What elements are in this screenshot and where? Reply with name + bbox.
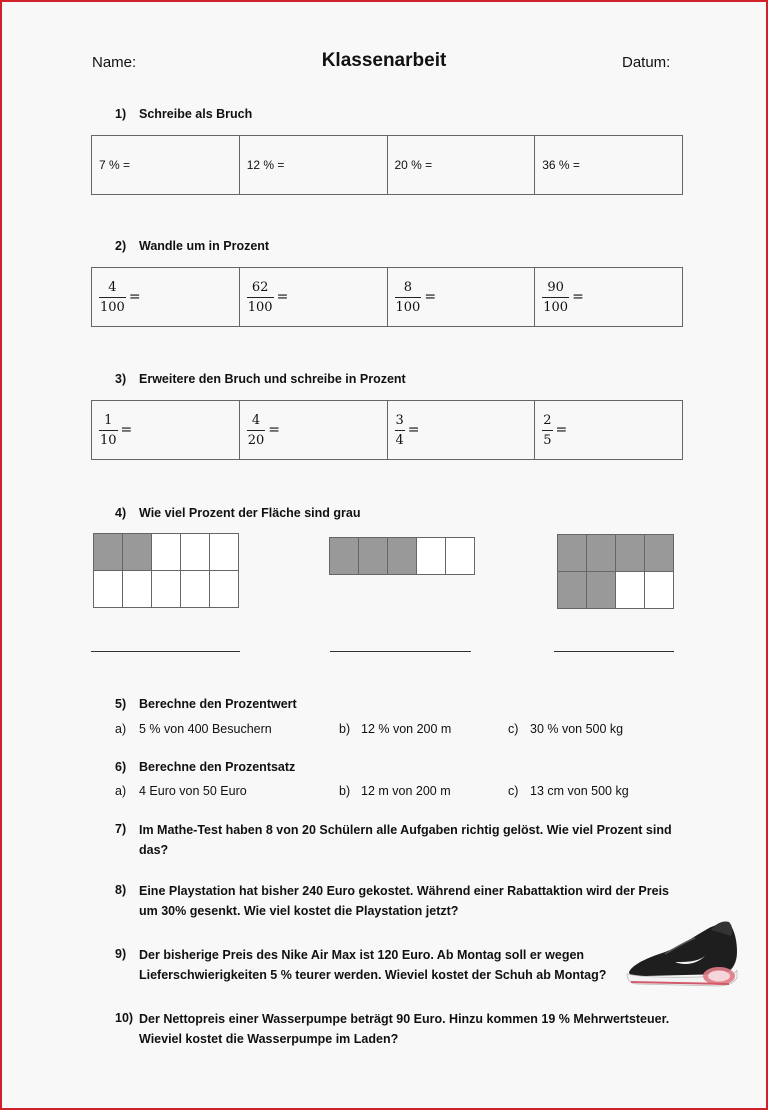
q3-cell[interactable] [239, 401, 387, 460]
q2-cell[interactable] [387, 268, 535, 327]
numerator: 4 [251, 412, 261, 428]
q1-text: Schreibe als Bruch [139, 107, 253, 121]
shaded-cell [558, 535, 587, 572]
equals-sign: = [407, 422, 420, 438]
empty-cell [210, 534, 239, 571]
shaded-cell [388, 538, 417, 575]
fraction [247, 413, 266, 448]
fraction [99, 280, 126, 315]
q4-text: Wie viel Prozent der Fläche sind grau [139, 506, 361, 520]
fraction [247, 280, 274, 315]
q3-cell[interactable] [535, 401, 683, 460]
numerator: 3 [395, 412, 404, 428]
q8-number: 8) [115, 883, 127, 897]
name-label: Name: [92, 54, 137, 71]
shaded-cell [587, 535, 616, 572]
answer-line[interactable] [91, 651, 240, 652]
shaded-cell [558, 572, 587, 609]
numerator: 90 [547, 279, 564, 295]
q2-answer-table [91, 267, 683, 327]
q5a-label: a) [115, 722, 127, 736]
empty-cell [152, 571, 181, 608]
date-label: Datum: [622, 54, 671, 71]
area-figure-2 [329, 537, 475, 575]
q7-number: 7) [115, 822, 127, 836]
answer-line[interactable] [330, 651, 471, 652]
q5c-label: c) [508, 722, 519, 736]
q2-cell[interactable] [239, 268, 387, 327]
equals-sign: = [128, 289, 141, 305]
shaded-cell [123, 534, 152, 571]
q3-answer-table [91, 400, 683, 460]
q2-cell[interactable] [535, 268, 683, 327]
denominator: 100 [99, 297, 126, 315]
numerator: 62 [251, 279, 269, 295]
fraction [99, 413, 118, 448]
equals-sign: = [268, 422, 281, 438]
shaded-cell [587, 572, 616, 609]
q5c-text: 30 % von 500 kg [530, 722, 624, 736]
q10-number: 10) [115, 1011, 134, 1025]
q4-number: 4) [115, 506, 127, 520]
q3-cell[interactable] [92, 401, 240, 460]
page-title: Klassenarbeit [321, 50, 447, 71]
empty-cell [181, 534, 210, 571]
equals-sign: = [572, 289, 584, 305]
numerator: 8 [403, 279, 413, 295]
denominator: 100 [395, 297, 422, 315]
equals-sign: = [555, 422, 568, 438]
denominator: 10 [99, 430, 118, 448]
numerator: 4 [108, 279, 117, 295]
q5b-text: 12 % von 200 m [361, 722, 452, 736]
denominator: 100 [247, 297, 274, 315]
q2-number: 2) [115, 239, 127, 253]
shaded-cell [645, 535, 674, 572]
q7-text: Im Mathe-Test haben 8 von 20 Schülern alle Aufgaben richtig gelöst. Wie viel Prozent sind das? [139, 823, 672, 857]
q1-cell[interactable]: 7 % = [92, 136, 240, 195]
equals-sign: = [120, 422, 133, 438]
empty-cell [152, 534, 181, 571]
q6b-label: b) [339, 784, 351, 798]
shaded-cell [94, 534, 123, 571]
empty-cell [94, 571, 123, 608]
fraction [542, 413, 552, 448]
q6c-label: c) [508, 784, 519, 798]
area-figure-3 [557, 534, 674, 609]
q9-text: Der bisherige Preis des Nike Air Max ist 120 Euro. Ab Montag soll er wegen Lieferschwierigkeiten 5 % teurer werden. Wieviel kostet der Schuh ab Montag? [139, 948, 607, 982]
q3-number: 3) [115, 372, 127, 386]
area-figure-1 [93, 533, 239, 608]
fraction [395, 413, 405, 448]
q1-cell[interactable]: 12 % = [239, 136, 387, 195]
shaded-cell [616, 535, 645, 572]
q2-cell[interactable] [92, 268, 240, 327]
q1-cell[interactable]: 20 % = [387, 136, 535, 195]
q6a-text: 4 Euro von 50 Euro [139, 784, 247, 798]
q9-number: 9) [115, 947, 127, 961]
denominator: 5 [542, 430, 552, 448]
empty-cell [616, 572, 645, 609]
q5b-label: b) [339, 722, 351, 736]
q8-text: Eine Playstation hat bisher 240 Euro gekostet. Während einer Rabattaktion wird der Preis um 30% gesenkt. Wie viel kostet die Playstation jetzt? [139, 884, 670, 918]
empty-cell [417, 538, 446, 575]
equals-sign: = [424, 289, 437, 305]
equals-sign: = [276, 289, 289, 305]
numerator: 1 [104, 412, 113, 428]
fraction [542, 280, 569, 315]
empty-cell [181, 571, 210, 608]
q2-text: Wandle um in Prozent [139, 239, 270, 253]
q3-cell[interactable] [387, 401, 535, 460]
q10-text: Der Nettopreis einer Wasserpumpe beträgt 90 Euro. Hinzu kommen 19 % Mehrwertsteuer. Wieviel kostet die Wasserpumpe im Laden? [139, 1012, 670, 1046]
empty-cell [645, 572, 674, 609]
q6c-text: 13 cm von 500 kg [530, 784, 629, 798]
q6-number: 6) [115, 760, 127, 774]
q6b-text: 12 m von 200 m [361, 784, 451, 798]
q5a-text: 5 % von 400 Besuchern [139, 722, 272, 736]
q3-text: Erweitere den Bruch und schreibe in Prozent [139, 372, 406, 386]
q5-text: Berechne den Prozentwert [139, 697, 297, 711]
denominator: 100 [542, 297, 569, 315]
empty-cell [123, 571, 152, 608]
sneaker-image [625, 918, 743, 990]
q1-cell[interactable]: 36 % = [535, 136, 683, 195]
q5-number: 5) [115, 697, 127, 711]
denominator: 4 [395, 430, 405, 448]
numerator: 2 [543, 412, 552, 428]
shaded-cell [330, 538, 359, 575]
q1-number: 1) [115, 107, 127, 121]
empty-cell [210, 571, 239, 608]
fraction [395, 280, 422, 315]
q6-text: Berechne den Prozentsatz [139, 760, 296, 774]
empty-cell [446, 538, 475, 575]
denominator: 20 [247, 430, 266, 448]
q6a-label: a) [115, 784, 127, 798]
answer-line[interactable] [554, 651, 674, 652]
shaded-cell [359, 538, 388, 575]
q1-answer-table [91, 135, 683, 195]
